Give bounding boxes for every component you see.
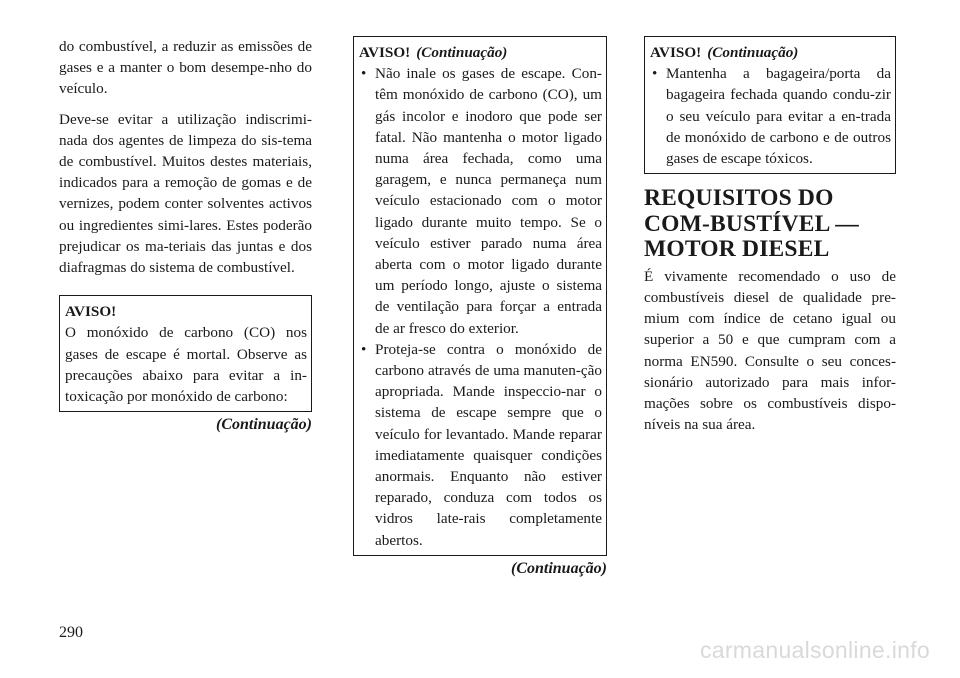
section-heading: REQUISITOS DO COM-BUSTÍVEL — MOTOR DIESEL	[644, 185, 859, 263]
warning-title-label: AVISO!	[65, 303, 117, 321]
continuation-note: (Continuação)	[215, 416, 312, 434]
watermark: carmanualsonline.info	[699, 637, 930, 663]
warning-text: O monóxido de carbono (CO) nos gases de escape é mortal. Observe as precauções abaixo para evitar a in-toxicação por monóxido de carbono:	[65, 324, 307, 406]
warning-box	[644, 36, 896, 174]
body-paragraph: É vivamente recomendado o uso de combustíveis diesel de qualidade pre-mium com índice de cetano igual ou superior a 50 e que cumpram com a norma EN590. Consulte o seu conces-sionário autorizado para mais infor-mações sobre os combustíveis dispo-níveis na sua área.	[644, 267, 896, 434]
warning-list	[650, 63, 891, 169]
warning-bullet: • Mantenha a bagageira/porta da bagageira fechada quando condu-zir o seu veículo para evitar a en-trada de monóxido de carbono e de outros gases de escape tóxicos.	[650, 63, 891, 169]
warning-title-continuation: (Continuação)	[416, 44, 508, 61]
warning-title	[359, 42, 602, 63]
body-paragraph: do combustível, a reduzir as emissões de gases e a manter o bom desempe-nho do veículo.	[59, 38, 312, 98]
warning-box	[59, 295, 312, 412]
column-middle	[353, 36, 607, 579]
warning-title-label: AVISO!	[359, 44, 411, 61]
warning-title-continuation: (Continuação)	[707, 44, 799, 61]
warning-box	[353, 36, 607, 556]
page-number: 290	[59, 624, 83, 641]
warning-bullet: • Proteja-se contra o monóxido de carbono através de uma manuten-ção apropriada. Mande inspeccio-nar o sistema de escape sempre que o veículo for levantado. Mande reparar imediatamente quaisquer condições anormais. Enquanto não estiver reparado, conduza com todos os vidros late-rais completamente abertos.	[359, 339, 602, 551]
warning-title	[650, 42, 891, 63]
warning-list	[359, 63, 602, 551]
warning-bullet: • Não inale os gases de escape. Con-têm monóxido de carbono (CO), um gás incolor e inodoro que pode ser fatal. Não mantenha o motor ligado numa área fechada, como uma garagem, e nunca permaneça num veículo estacionado com o motor ligado durante muito tempo. Se o veículo estiver parado numa área aberta com o motor ligado durante um período longo, ajuste o sistema de ventilação para forçar a entrada de ar fresco do exterior.	[359, 63, 602, 339]
warning-title-label: AVISO!	[650, 44, 702, 61]
warning-title	[65, 301, 307, 322]
column-right	[644, 36, 896, 444]
continuation-note: (Continuação)	[510, 559, 607, 577]
body-paragraph: Deve-se evitar a utilização indiscrimi-nada dos agentes de limpeza do sis-tema de combustível. Muitos destes materiais, indicados para a remoção de gomas e de vernizes, podem conter solventes activos ou ingredientes simi-lares. Estes poderão prejudicar os ma-teriais das juntas e dos diafragmas do sistema de combustível.	[59, 110, 312, 277]
column-left	[59, 36, 312, 435]
